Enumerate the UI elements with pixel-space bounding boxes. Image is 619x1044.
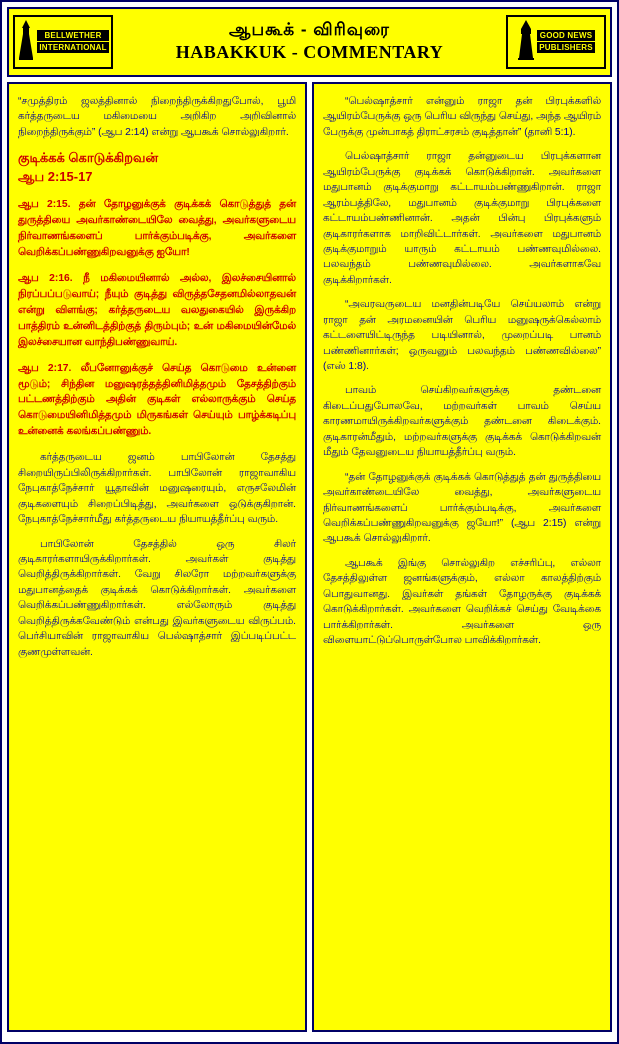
page-header xyxy=(7,7,612,77)
page-title xyxy=(113,19,506,64)
logo-line-2: INTERNATIONAL xyxy=(39,43,107,52)
section-heading xyxy=(18,149,296,187)
left-column xyxy=(7,82,307,1032)
logo-line-2: PUBLISHERS xyxy=(539,43,593,52)
paragraph: பாவம் செய்கிறவர்களுக்கு தண்டனை கிடைப்பதுபோலவே, மற்றவர்கள் பாவம் செய்ய காரணமாயிருக்கிறவர்களுக்கும் தண்டனை கிடைக்கும். குடிகாரன்மீதும், மற்றவர்களுக்கு குடிக்கக் கொடுக்கிறவன் மீதும் தேவனுடைய நியாயத்தீர்ப்பு வரும். xyxy=(323,385,601,459)
paragraph: பெல்ஷாத்சார் ராஜா தன்னுடைய பிரபுக்களான ஆயிரம்பேருக்கு குடிக்கக் கொடுக்கிறான். அவர்களை மதுபானம் குடிக்குமாறு கட்டாயம்பண்ணுகிறான். ராஜா ஆரம்பத்திலே, மதுபானம் குடிக்குமாறு பிரபுக்களை கட்டாயம்பண்ணினான். அதன் பின்பு பிரபுக்களும் குடிகாரர்களாக மாறிவிட்டார்கள். அவர்களை மதுபானம் குடிக்குமாறும் யாரும் கட்டாயம் பண்ணவுமில்லை. பலவந்தம் பண்ணவுமில்லை. அவர்களாகவே குடிக்கிறார்கள். xyxy=(323,151,601,286)
verse-text: ஆப 2:17. லீபனோனுக்குச் செய்த கொடுமை உன்னை மூடும்; சிந்தின மனுஷரத்தத்தினிமித்தமும் தேசத்திற்கும் பட்டணத்திற்கும் அதின் குடிகள் எல்லாருக்கும் செய்த கொடுமையினிமித்தமும் மிருகங்கள் செய்யும் பாழ்க்கடிப்பு உன்னைக் கலங்கப்பண்ணும். xyxy=(18,362,296,438)
paragraph: “அவரவருடைய மனதின்படியே செய்யலாம் என்று ராஜா தன் அரமனையின் பெரிய மனுஷருக்கெல்லாம் கட்டளையிட்டிருந்த படியினால், முறைப்படி பானம் பண்ணினார்கள்; ஒருவனும் பலவந்தம் பண்ணவில்லை” (எஸ் 1:8). xyxy=(323,299,601,372)
content-columns xyxy=(7,82,612,1032)
verse-text: ஆப 2:15. தன் தோழனுக்குக் குடிக்கக் கொடுத்துத் தன் துருத்தியை அவர்காண்டையிலே வைத்து, அவர்களுடைய நிர்வாணங்களைப் பார்க்கும்படிக்கு, அவர்களை வெறிக்கப்பண்ணுகிறவனுக்கு ஐயோ! xyxy=(18,199,296,258)
section-heading-line-1: குடிக்கக் கொடுக்கிறவன் xyxy=(18,150,159,166)
logo-line-1: BELLWETHER xyxy=(37,30,108,41)
paragraph: பாபிலோன் தேசத்தில் ஒரு சிலர் குடிகாரர்களாயிருக்கிறார்கள். அவர்கள் குடித்து வெறித்திருக்கிறார்கள். வேறு சிலரோ மற்றவர்களுக்கு மதுபானத்தைக் குடிக்கக் கொடுக்கிறார்கள். அவர்களை வெறிக்கப்பண்ணுகிறார்கள். எல்லோரும் குடித்து வெறித்திருக்கவேண்டும் என்பது இவர்களுடைய விருப்பம். பெர்சியாவின் ராஜாவாகிய பெல்ஷாத்சார் இப்படிப்பட்ட குணமுள்ளவன். xyxy=(18,538,296,658)
section-heading-reference: ஆப 2:15-17 xyxy=(18,169,93,185)
good-news-logo-text xyxy=(537,30,595,54)
verse-text: ஆப 2:16. நீ மகிமையினால் அல்ல, இலச்சையினால் நிரப்பப்படுவாய்; நீயும் குடித்து விருத்தசேதனமில்லாதவன் என்று விளங்கு; கர்த்தருடைய வலதுகையில் இருக்கிற பாத்திரம் உன்னிடத்திற்குத் திரும்பும்; உன் மகிமையின்மேல் இலச்சையான வாந்திபண்ணுவாய். xyxy=(18,272,296,348)
paragraph: ஆபகூக் இங்கு சொல்லுகிற எச்சரிப்பு, எல்லா தேசத்திலுள்ள ஜனங்களுக்கும், எல்லா காலத்திற்கும் பொதுவானது. இவர்கள் தங்கள் தோழருக்கு குடிக்கக் கொடுக்கிறார்கள். அவர்களை வெறிக்கச் செய்து வேடிக்கை பார்க்கிறார்கள். அவர்களை ஒரு விளையாட்டுப்பொருள்போல பாவிக்கிறார்கள். xyxy=(323,557,601,646)
bellwether-logo-text xyxy=(37,30,108,54)
good-news-publishers-logo xyxy=(506,15,606,69)
paragraph: கர்த்தருடைய ஜனம் பாபிலோன் தேசத்து சிறையிருப்பிலிருக்கிறார்கள். பாபிலோன் ராஜாவாகிய நேபுகாத்நேச்சார் யூதாவின் மனுஷரையும், எருசலேமின் குடிகளையும் சிறைப்பிடித்து, அவர்களை ஒடுக்குகிறான். நேபுகாத்நேச்சார்மீது கர்த்தருடைய நியாயத்தீர்ப்பு வரும். xyxy=(18,452,296,526)
lighthouse-icon xyxy=(517,20,535,65)
paragraph: “பெல்ஷாத்சார் என்னும் ராஜா தன் பிரபுக்களில் ஆயிரம்பேருக்கு ஒரு பெரிய விருந்து செய்து, அந்த ஆயிரம் பேருக்கு முன்பாகத் திராட்சரசம் குடித்தான்” (தானி 5:1). xyxy=(323,96,601,138)
tower-icon xyxy=(17,20,35,65)
right-column xyxy=(312,82,612,1032)
bellwether-international-logo xyxy=(13,15,113,69)
title-tamil: ஆபகூக் - விரிவுரை xyxy=(229,20,390,40)
paragraph: “சமுத்திரம் ஜலத்தினால் நிறைந்திருக்கிறதுபோல், பூமி கர்த்தருடைய மகிமையை அறிகிற அறிவினால் நிறைந்திருக்கும்” (ஆப 2:14) என்று ஆபகூக் சொல்லுகிறார். xyxy=(18,96,296,138)
paragraph: “தன் தோழனுக்குக் குடிக்கக் கொடுத்துத் தன் துருத்தியை அவர்காண்டையிலே வைத்து, அவர்களுடைய நிர்வாணங்களைப் பார்க்கும்படிக்கு, அவர்களை வெறிக்கப்பண்ணுகிறவனுக்கு ஜயோ!” (ஆப 2:15) என்று ஆபகூக் சொல்லுகிறார். xyxy=(323,471,601,545)
logo-line-1: GOOD NEWS xyxy=(537,30,595,41)
title-english: HABAKKUK - COMMENTARY xyxy=(175,42,444,63)
